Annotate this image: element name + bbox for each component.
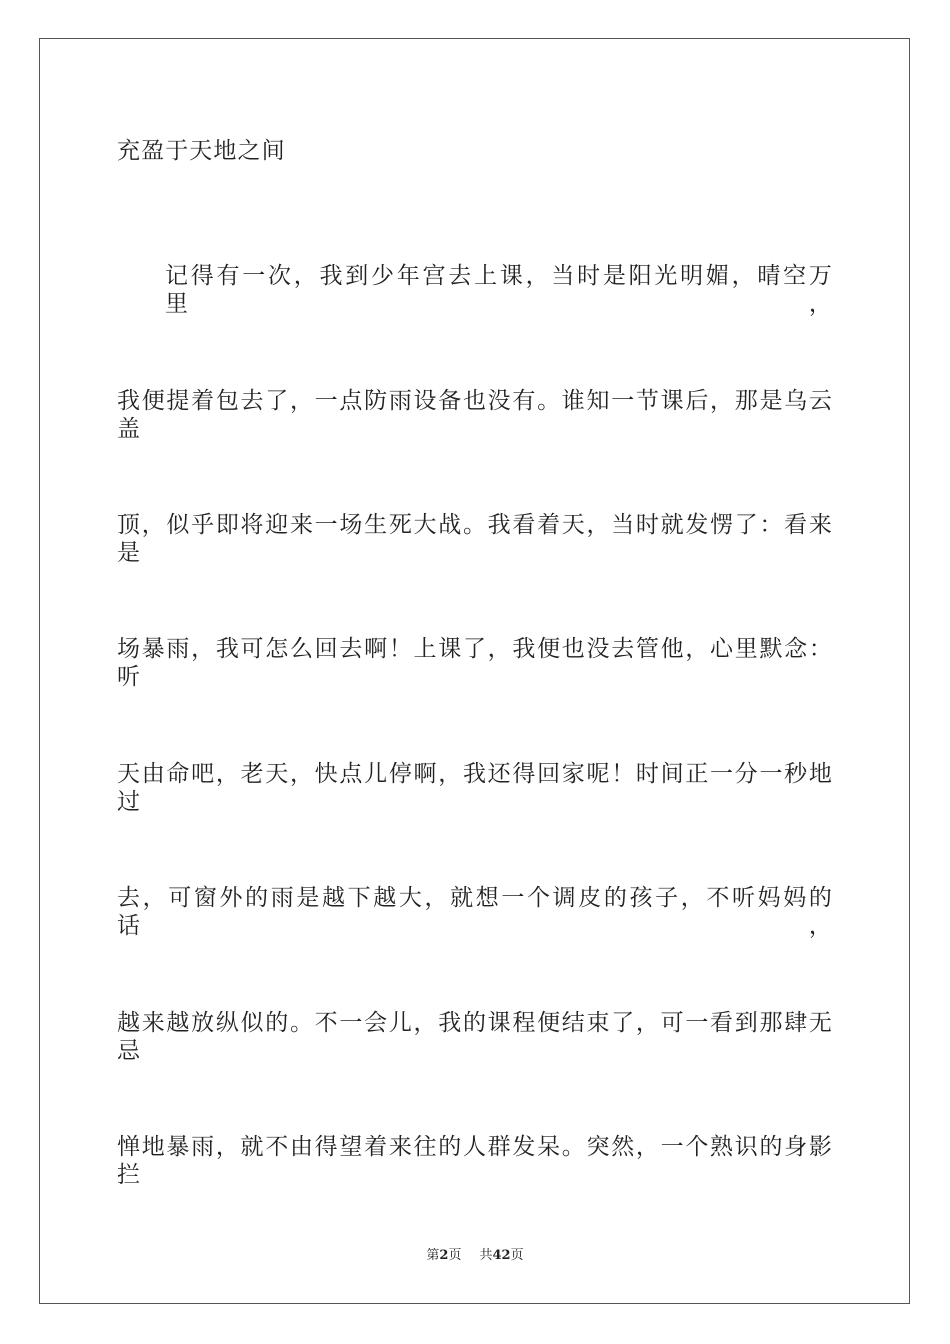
text-line-5: 场暴雨，我可怎么回去啊！上课了，我便也没去管他，心里默念：听 <box>117 636 833 690</box>
text-line-1: 充盈于天地之间 <box>117 138 286 164</box>
text-line-8: 越来越放纵似的。不一会儿，我的课程便结束了，可一看到那肆无忌 <box>117 1010 833 1064</box>
total-prefix: 共 <box>479 1248 493 1263</box>
text-line-6: 天由命吧，老天，快点儿停啊，我还得回家呢！时间正一分一秒地过 <box>117 761 833 815</box>
text-line-4: 顶，似乎即将迎来一场生死大战。我看着天，当时就发愣了：看来是 <box>117 512 833 566</box>
page-suffix: 页 <box>448 1248 462 1263</box>
current-page-number: 2 <box>439 1248 449 1263</box>
total-suffix: 页 <box>510 1248 524 1263</box>
text-line-7: 去，可窗外的雨是越下越大，就想一个调皮的孩子，不听妈妈的话， <box>117 885 833 939</box>
total-page-count: 42 <box>492 1248 511 1263</box>
text-line-9: 惮地暴雨，就不由得望着来往的人群发呆。突然，一个熟识的身影拦 <box>117 1134 833 1188</box>
text-line-3: 我便提着包去了，一点防雨设备也没有。谁知一节课后，那是乌云盖 <box>117 388 833 442</box>
page-footer <box>0 1248 950 1264</box>
page-border <box>39 38 910 1304</box>
page-prefix: 第 <box>426 1248 440 1263</box>
text-line-2: 记得有一次，我到少年宫去上课，当时是阳光明媚，晴空万里， <box>165 263 833 317</box>
